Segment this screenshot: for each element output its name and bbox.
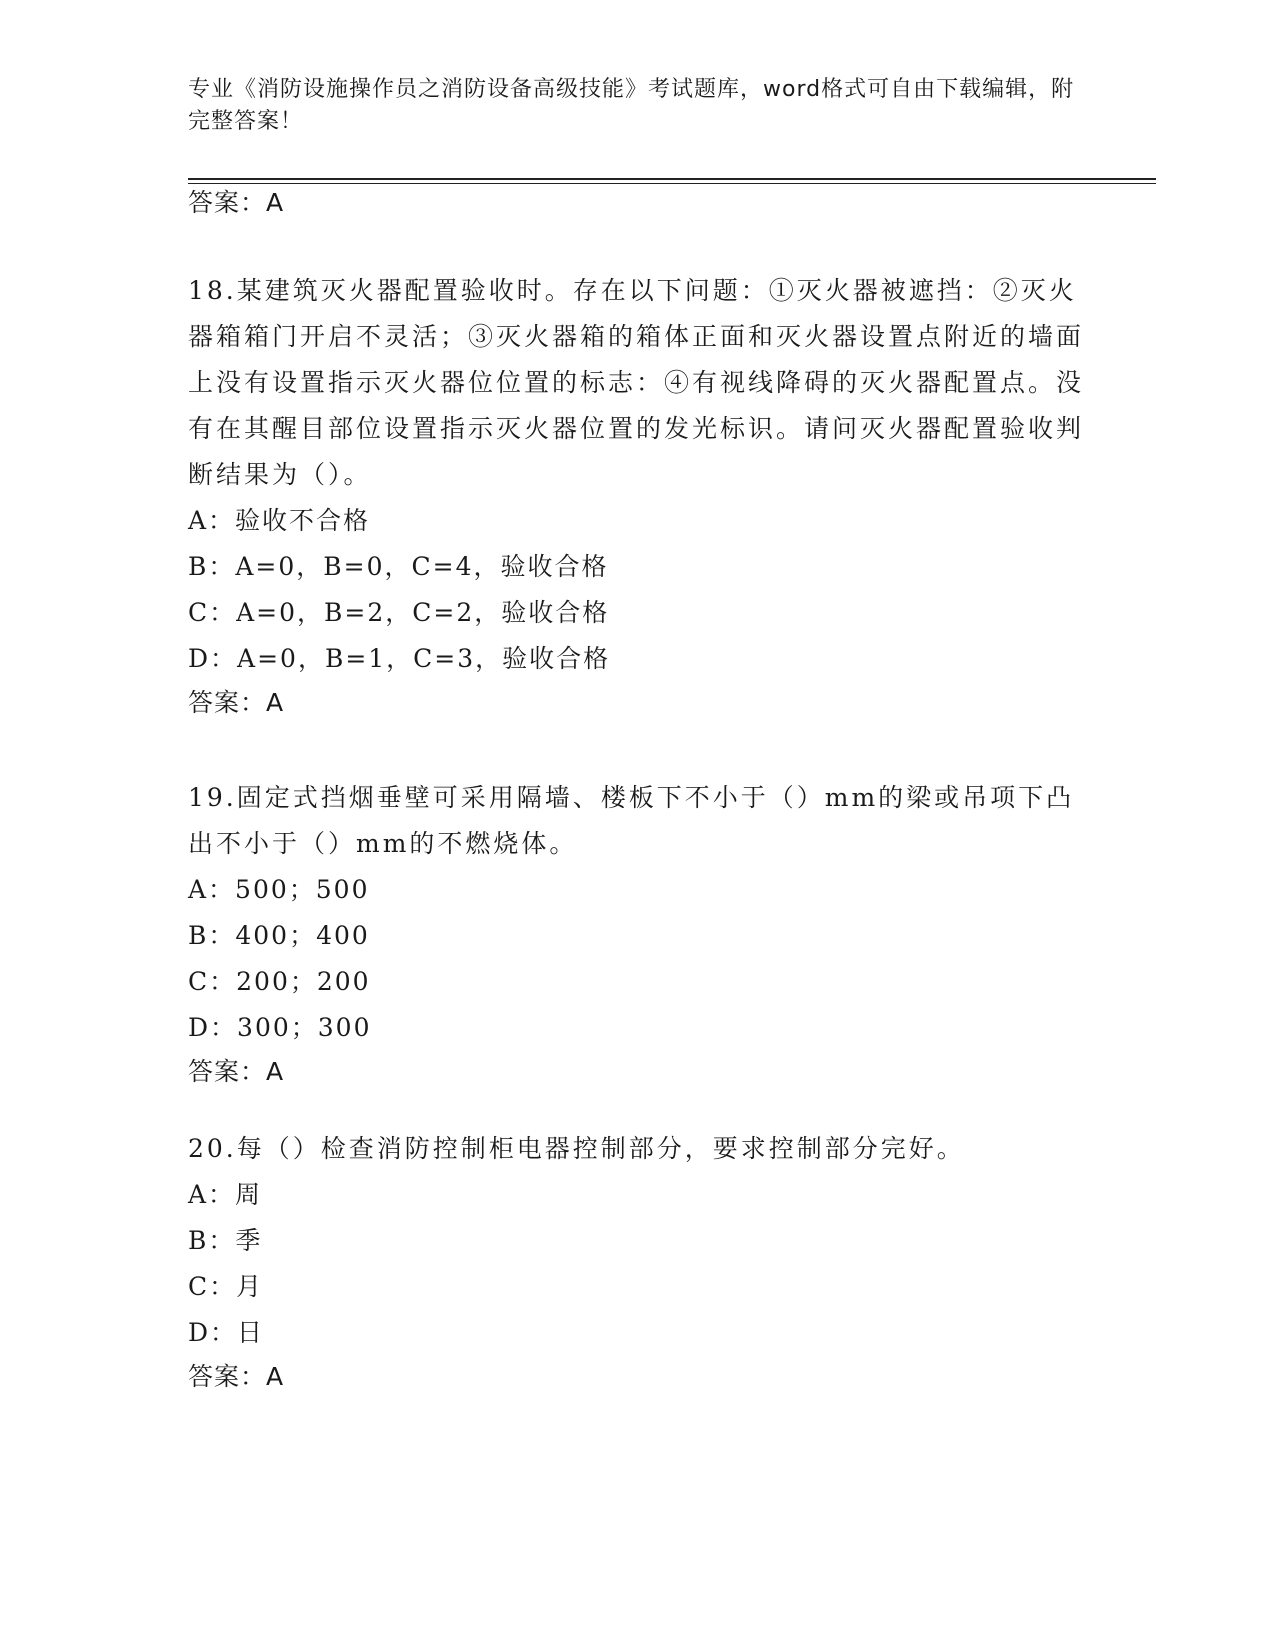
answer-line: 答案：A xyxy=(188,688,285,717)
question-stem: 19.固定式挡烟垂壁可采用隔墙、楼板下不小于（）mm的梁或吊项下凸出不小于（）mm的不燃烧体。 xyxy=(188,783,1075,858)
answer-line: 答案：A xyxy=(188,1057,285,1086)
option-c: C：200；200 xyxy=(188,967,371,996)
header-rule-thick xyxy=(188,178,1156,180)
option-a: A：验收不合格 xyxy=(188,506,371,535)
header-rule-thin xyxy=(188,183,1156,184)
option-c: C：A=0，B=2，C=2，验收合格 xyxy=(188,598,610,627)
question-stem: 20.每（）检查消防控制柜电器控制部分，要求控制部分完好。 xyxy=(188,1134,965,1163)
option-b: B：A=0，B=0，C=4，验收合格 xyxy=(188,552,609,581)
question-block-19 xyxy=(188,775,1088,1089)
answer-line: 答案：A xyxy=(188,188,285,217)
document-header: 专业《消防设施操作员之消防设备高级技能》考试题库，word格式可自由下载编辑，附完整答案！ xyxy=(188,77,1075,134)
option-a: A：周 xyxy=(188,1180,263,1209)
question-stem: 18.某建筑灭火器配置验收时。存在以下问题：①灭火器被遮挡：②灭火器箱箱门开启不灵活；③灭火器箱的箱体正面和灭火器设置点附近的墙面上没有设置指示灭火器位位置的标志：④有视线降碍的灭火器配置点。没有在其醒目部位设置指示灭火器位置的发光标识。请问灭火器配置验收判断结果为（）。 xyxy=(188,276,1085,489)
option-a: A：500；500 xyxy=(188,875,370,904)
question-block-18 xyxy=(188,268,1088,720)
option-b: B：季 xyxy=(188,1226,263,1255)
option-c: C：月 xyxy=(188,1272,264,1301)
option-d: D：日 xyxy=(188,1318,265,1347)
question-block-20 xyxy=(188,1126,1088,1394)
option-d: D：300；300 xyxy=(188,1013,372,1042)
option-b: B：400；400 xyxy=(188,921,370,950)
option-d: D：A=0，B=1，C=3，验收合格 xyxy=(188,644,611,673)
answer-line: 答案：A xyxy=(188,1362,285,1391)
